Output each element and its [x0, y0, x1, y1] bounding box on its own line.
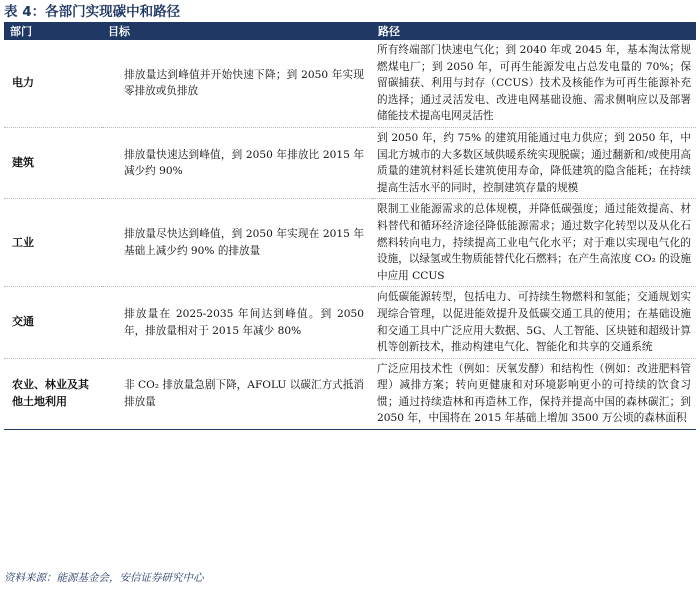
target-cell: 排放量在 2025-2035 年间达到峰值。到 2050 年，排放量相对于 2015 年减少 80%	[102, 287, 372, 358]
table-title: 表 4：各部门实现碳中和路径	[4, 4, 181, 20]
path-cell: 向低碳能源转型，包括电力、可持续生物燃料和氢能；交通规划实现综合管理，以促进能效提升及低碳交通工具的使用；在基础设施和交通工具中广泛应用大数据、5G、人工智能、区块链和超级计算机等创新技术，推动构建电气化、智能化和共享的交通系统	[372, 287, 696, 358]
target-cell: 排放量尽快达到峰值，到 2050 年实现在 2015 年基础上减少约 90% 的排放量	[102, 199, 372, 287]
table-row-industry	[4, 199, 696, 287]
header-path: 路径	[372, 22, 696, 40]
source-note: 资料来源：能源基金会，安信证券研究中心	[4, 572, 204, 584]
target-cell: 排放量达到峰值并开始快速下降；到 2050 年实现零排放或负排放	[102, 40, 372, 127]
header-target: 目标	[102, 22, 372, 40]
table-row-building	[4, 127, 696, 198]
table-row-transport	[4, 287, 696, 358]
sector-cell: 建筑	[4, 127, 102, 198]
table-header-row	[4, 22, 696, 40]
sector-cell: 农业、林业及其他土地利用	[4, 358, 102, 429]
table-row-afolu	[4, 358, 696, 429]
path-cell: 所有终端部门快速电气化；到 2040 年或 2045 年，基本淘汰常规燃煤电厂；到 2050 年，可再生能源发电占总发电量的 70%；保留碳捕获、利用与封存（CCUS）技术及核能作为可再生能源补充的选择；通过灵活发电、改进电网基础设施、需求侧响应以及部署储能技术提高电网灵活性	[372, 40, 696, 127]
carbon-neutral-path-table	[4, 22, 696, 430]
path-cell: 广泛应用技术性（例如：厌氧发酵）和结构性（例如：改进肥料管理）减排方案；转向更健康和对环境影响更小的可持续的饮食习惯；通过持续造林和再造林工作，保持并提高中国的森林碳汇；到 2050 年，中国将在 2015 年基础上增加 3500 万公顷的森林面积	[372, 358, 696, 429]
path-cell: 到 2050 年，约 75% 的建筑用能通过电力供应；到 2050 年，中国北方城市的大多数区域供暖系统实现脱碳；通过翻新和/或使用高质量的建筑材料延长建筑使用寿命，降低建筑的隐含能耗；在持续提高生活水平的同时，控制建筑存量的规模	[372, 127, 696, 198]
target-cell: 排放量快速达到峰值，到 2050 年排放比 2015 年减少约 90%	[102, 127, 372, 198]
sector-cell: 工业	[4, 199, 102, 287]
sector-cell: 电力	[4, 40, 102, 127]
header-sector: 部门	[4, 22, 102, 40]
sector-cell: 交通	[4, 287, 102, 358]
target-cell: 非 CO₂ 排放量急剧下降，AFOLU 以碳汇方式抵消排放量	[102, 358, 372, 429]
table-row-power	[4, 40, 696, 127]
path-cell: 限制工业能源需求的总体规模，并降低碳强度；通过能效提高、材料替代和循环经济途径降低能源需求；通过数字化转型以及从化石燃料转向电力，持续提高工业电气化水平；对于难以实现电气化的设施，以绿氢或生物质能替代化石燃料；在产生高浓度 CO₂ 的设施中应用 CCUS	[372, 199, 696, 287]
